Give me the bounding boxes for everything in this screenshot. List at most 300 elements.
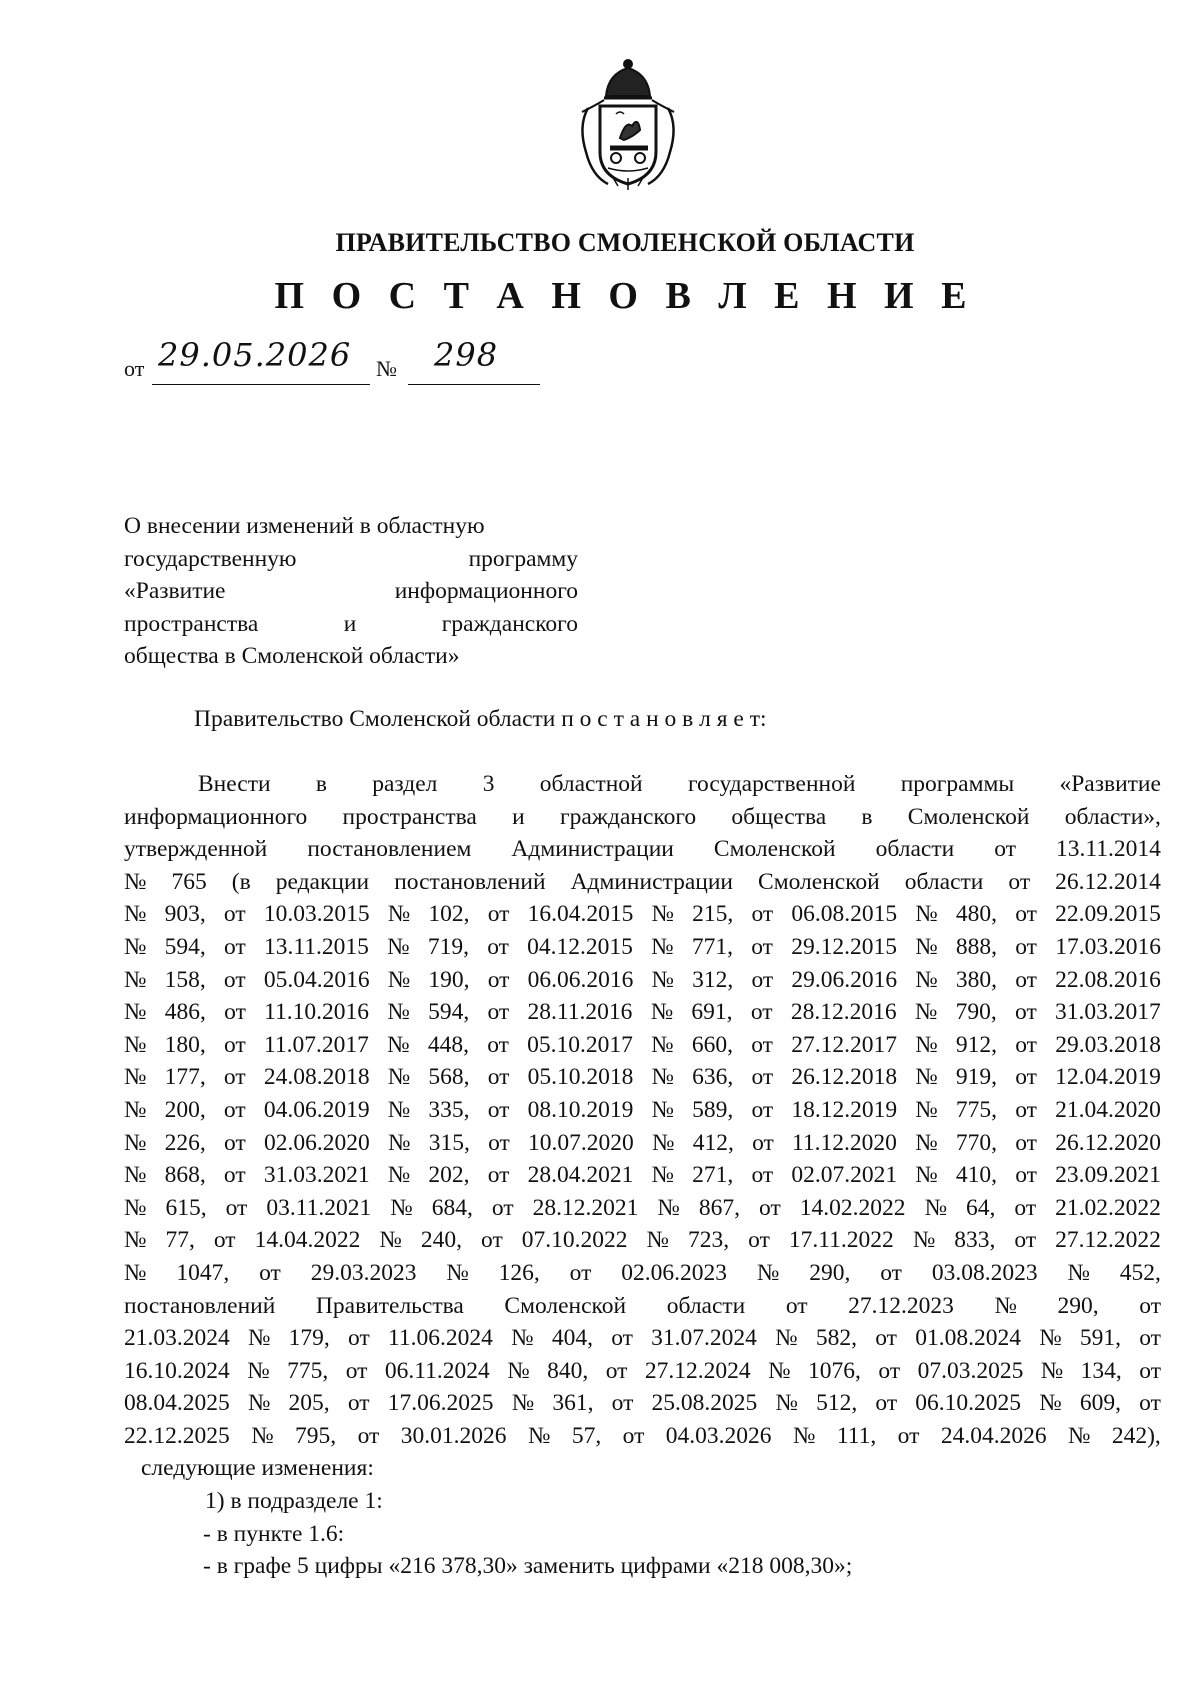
- body-word: №: [124, 901, 147, 928]
- body-word: от: [1015, 1031, 1037, 1058]
- body-word: 28.12.2016: [790, 999, 897, 1026]
- body-word: Смоленской: [907, 803, 1030, 830]
- body-word: в: [315, 771, 327, 797]
- subject-text: и: [343, 610, 357, 637]
- body-word: от: [759, 1194, 781, 1221]
- body-word: 22.09.2015: [1055, 901, 1161, 928]
- body-word: «Развитие: [1059, 771, 1161, 797]
- body-word: от: [481, 1227, 503, 1254]
- body-word: №: [994, 1292, 1017, 1319]
- body-word: 242),: [1111, 1422, 1161, 1449]
- decree-subject: [124, 510, 578, 673]
- body-word: от: [611, 1390, 634, 1417]
- body-word: 11.07.2017: [264, 1031, 369, 1058]
- body-word: 14.04.2022: [254, 1227, 361, 1254]
- body-word: от: [751, 966, 774, 993]
- body-word: 26.12.2020: [1055, 1129, 1161, 1156]
- government-name: ПРАВИТЕЛЬСТВО СМОЛЕНСКОЙ ОБЛАСТИ: [335, 228, 915, 257]
- body-word: 134,: [1080, 1357, 1122, 1384]
- body-word: 919,: [955, 1064, 998, 1091]
- body-word: №: [646, 1227, 669, 1254]
- body-word: от: [357, 1422, 380, 1449]
- body-word: от: [487, 933, 509, 960]
- body-word: 723,: [687, 1227, 730, 1254]
- body-word: от: [878, 1357, 901, 1384]
- body-word: от: [1015, 933, 1037, 960]
- body-word: 312,: [692, 966, 734, 993]
- body-word: 380,: [955, 966, 998, 993]
- body-line: [124, 1257, 1161, 1290]
- body-word: 13.11.2015: [264, 933, 369, 960]
- body-word: №: [1039, 1390, 1062, 1417]
- body-word: 1047,: [176, 1259, 230, 1286]
- body-word: от: [1015, 1064, 1037, 1091]
- body-word: 31.03.2017: [1055, 999, 1161, 1026]
- body-word: 17.03.2016: [1055, 933, 1161, 960]
- body-word: постановлений: [124, 1292, 276, 1319]
- body-word: от: [752, 1129, 774, 1156]
- body-word: 29.06.2016: [791, 966, 898, 993]
- body-word: №: [251, 1422, 274, 1449]
- body-word: №: [915, 1129, 938, 1156]
- body-word: от: [1139, 1292, 1161, 1319]
- body-word: №: [247, 1390, 271, 1417]
- body-word: от: [751, 1096, 774, 1123]
- body-word: от: [875, 1325, 897, 1352]
- body-word: от: [1015, 966, 1037, 993]
- subject-text: информационного: [394, 578, 578, 605]
- body-word: от: [1008, 868, 1031, 895]
- body-word: 24.04.2026: [940, 1422, 1047, 1449]
- body-word: 17.06.2025: [387, 1390, 494, 1417]
- body-word: 10.07.2020: [528, 1129, 634, 1156]
- body-word: областной: [539, 771, 643, 797]
- body-word: 04.03.2026: [665, 1422, 772, 1449]
- body-word: №: [247, 1357, 270, 1384]
- body-word: 27.12.2023: [848, 1292, 954, 1319]
- body-word: общества: [731, 803, 827, 830]
- body-word: 01.08.2024: [915, 1325, 1021, 1352]
- body-word: №: [387, 1096, 411, 1123]
- body-word: №: [388, 1129, 411, 1156]
- body-word: от: [569, 1259, 592, 1286]
- body-word: 582,: [815, 1325, 857, 1352]
- body-word: 05.04.2016: [263, 966, 370, 993]
- body-word: №: [914, 999, 938, 1026]
- body-word: от: [491, 1194, 514, 1221]
- body-word: №: [124, 933, 147, 960]
- body-line: [124, 898, 1161, 931]
- body-word: государственной: [687, 771, 856, 797]
- body-word: №: [651, 1162, 674, 1189]
- subsection-item: 1) в подразделе 1:: [205, 1488, 383, 1515]
- body-line: [124, 996, 1161, 1029]
- subject-text: пространства: [124, 610, 259, 637]
- body-word: №: [915, 1162, 938, 1189]
- body-word: 719,: [427, 933, 469, 960]
- number-value: 298: [434, 336, 499, 374]
- body-line: [124, 1192, 1161, 1225]
- body-line: [124, 1290, 1161, 1323]
- body-word: 912,: [955, 1031, 997, 1058]
- body-word: 28.12.2021: [532, 1194, 639, 1221]
- body-line: [124, 866, 1161, 899]
- body-word: от: [785, 1292, 808, 1319]
- subject-line: [124, 543, 578, 576]
- body-word: 660,: [691, 1031, 733, 1058]
- body-word: 05.10.2018: [527, 1064, 634, 1091]
- body-word: 05.10.2017: [527, 1031, 633, 1058]
- body-word: 158,: [164, 966, 206, 993]
- body-word: 13.11.2014: [1056, 836, 1161, 863]
- body-word: 17.11.2022: [788, 1227, 894, 1254]
- body-word: 08.04.2025: [124, 1390, 230, 1417]
- body-word: Администрации: [570, 868, 733, 895]
- body-word: от: [1014, 1227, 1037, 1254]
- body-word: от: [1015, 1129, 1037, 1156]
- body-word: 335,: [428, 1096, 470, 1123]
- body-word: №: [387, 901, 411, 928]
- body-word: 770,: [955, 1129, 997, 1156]
- body-word: 1076,: [808, 1357, 861, 1384]
- body-word: 31.07.2024: [651, 1325, 757, 1352]
- body-word: от: [875, 1390, 898, 1417]
- body-line: [124, 1322, 1161, 1355]
- body-word: 452,: [1119, 1259, 1161, 1286]
- body-line: [124, 1355, 1161, 1388]
- number-prefix: №: [376, 356, 397, 381]
- body-word: от: [487, 901, 510, 928]
- body-word: от: [259, 1259, 281, 1286]
- body-word: Смоленской: [758, 868, 880, 895]
- body-word: 271,: [692, 1162, 734, 1189]
- body-word: 12.04.2019: [1055, 1064, 1161, 1091]
- body-word: 765: [171, 868, 207, 895]
- body-word: 410,: [955, 1162, 998, 1189]
- body-word: от: [488, 1129, 510, 1156]
- body-word: 18.12.2019: [791, 1096, 898, 1123]
- body-word: 480,: [955, 901, 998, 928]
- date-prefix: от: [124, 356, 145, 381]
- body-word: от: [751, 901, 774, 928]
- body-word: 691,: [691, 999, 733, 1026]
- body-word: 867,: [698, 1194, 740, 1221]
- body-word: №: [650, 999, 674, 1026]
- decree-date-number: [124, 336, 564, 384]
- body-word: 24.08.2018: [263, 1064, 370, 1091]
- body-word: и: [512, 803, 525, 830]
- body-word: №: [652, 1129, 675, 1156]
- body-word: 205,: [288, 1390, 330, 1417]
- body-word: 04.12.2015: [527, 933, 633, 960]
- subject-text: программу: [468, 545, 578, 572]
- body-word: 27.12.2017: [791, 1031, 897, 1058]
- body-word: 25.08.2025: [651, 1390, 758, 1417]
- point-item: - в пункте 1.6:: [203, 1520, 345, 1547]
- body-word: №: [511, 1325, 534, 1352]
- body-word: области: [875, 836, 955, 863]
- body-line: [124, 1387, 1161, 1420]
- body-word: 177,: [164, 1064, 206, 1091]
- body-word: Внести: [198, 771, 271, 797]
- body-word: №: [387, 1031, 410, 1058]
- body-word: 290,: [1057, 1292, 1099, 1319]
- body-word: от: [1014, 1194, 1037, 1221]
- subject-line: [124, 575, 578, 608]
- body-word: №: [124, 1031, 147, 1058]
- body-word: 775,: [955, 1096, 998, 1123]
- body-word: 26.12.2018: [791, 1064, 898, 1091]
- body-word: №: [124, 966, 147, 993]
- body-word: информационного: [124, 803, 308, 830]
- body-word: 10.03.2015: [263, 901, 370, 928]
- body-word: 03.08.2023: [931, 1259, 1038, 1286]
- body-word: №: [651, 933, 674, 960]
- subject-text: государственную: [124, 545, 297, 572]
- body-word: от: [751, 1162, 774, 1189]
- body-word: 594,: [164, 933, 206, 960]
- body-word: 27.12.2024: [644, 1357, 751, 1384]
- body-word: 02.06.2020: [264, 1129, 370, 1156]
- body-word: от: [751, 1064, 774, 1091]
- body-word: 22.12.2025: [124, 1422, 230, 1449]
- body-word: от: [751, 1031, 773, 1058]
- body-word: 903,: [164, 901, 206, 928]
- body-word: Правительства: [315, 1292, 464, 1319]
- body-word: №: [756, 1259, 780, 1286]
- body-word: 888,: [955, 933, 997, 960]
- body-word: №: [124, 999, 147, 1026]
- preamble: Правительство Смоленской области п о с т а н о в л я е т:: [194, 706, 767, 732]
- body-word: №: [915, 1096, 938, 1123]
- body-word: №: [915, 901, 938, 928]
- body-word: от: [487, 1162, 510, 1189]
- body-word: 361,: [552, 1390, 594, 1417]
- body-word: 3: [482, 771, 495, 797]
- body-word: №: [651, 1096, 674, 1123]
- body-word: 568,: [428, 1064, 470, 1091]
- body-word: №: [915, 933, 938, 960]
- body-word: 126,: [498, 1259, 540, 1286]
- body-word: №: [124, 1129, 147, 1156]
- body-word: 775,: [287, 1357, 329, 1384]
- body-word: от: [225, 1194, 248, 1221]
- body-word: от: [224, 999, 246, 1026]
- body-word: №: [768, 1357, 791, 1384]
- body-word: от: [223, 966, 246, 993]
- body-word: 11.10.2016: [264, 999, 370, 1026]
- body-word: от: [224, 1031, 246, 1058]
- body-word: 594,: [428, 999, 470, 1026]
- body-word: 215,: [692, 901, 734, 928]
- body-word: от: [224, 933, 246, 960]
- body-word: 04.06.2019: [263, 1096, 370, 1123]
- body-word: гражданского: [559, 803, 697, 830]
- body-word: №: [390, 1194, 413, 1221]
- body-word: 06.11.2024: [384, 1357, 490, 1384]
- body-word: №: [915, 966, 938, 993]
- body-word: 14.02.2022: [799, 1194, 906, 1221]
- body-word: №: [446, 1259, 469, 1286]
- body-word: от: [348, 1325, 370, 1352]
- body-word: 22.08.2016: [1055, 966, 1161, 993]
- body-word: №: [775, 1390, 798, 1417]
- body-word: 07.03.2025: [917, 1357, 1024, 1384]
- body-word: 609,: [1079, 1390, 1121, 1417]
- body-word: 03.11.2021: [266, 1194, 372, 1221]
- body-line: [124, 964, 1161, 997]
- body-word: утвержденной: [124, 836, 268, 863]
- body-word: (в: [231, 868, 251, 895]
- body-word: №: [924, 1194, 947, 1221]
- body-word: от: [487, 1031, 509, 1058]
- body-word: от: [345, 1357, 368, 1384]
- body-word: 06.08.2015: [791, 901, 898, 928]
- body-word: 833,: [954, 1227, 996, 1254]
- body-word: 512,: [816, 1390, 858, 1417]
- body-word: №: [651, 901, 674, 928]
- subject-text: общества в Смоленской области»: [124, 643, 460, 670]
- body-word: 06.10.2025: [915, 1390, 1022, 1417]
- subject-text: «Развитие: [124, 578, 226, 605]
- body-word: 404,: [551, 1325, 593, 1352]
- body-word: 11.06.2024: [388, 1325, 493, 1352]
- body-word: №: [387, 966, 411, 993]
- body-word: №: [124, 1259, 147, 1286]
- body-word: №: [124, 1162, 147, 1189]
- body-word: №: [124, 1194, 147, 1221]
- body-word: области: [666, 1292, 746, 1319]
- body-word: 26.12.2014: [1055, 868, 1161, 895]
- body-word: от: [1139, 1325, 1161, 1352]
- body-word: №: [1067, 1259, 1090, 1286]
- body-word: 179,: [288, 1325, 330, 1352]
- body-line: [124, 801, 1161, 834]
- body-word: от: [487, 966, 510, 993]
- body-word: 190,: [428, 966, 470, 993]
- body-word: в: [861, 803, 873, 830]
- body-word: 840,: [547, 1357, 589, 1384]
- body-word: Смоленской: [504, 1292, 627, 1319]
- body-word: 28.11.2016: [527, 999, 633, 1026]
- body-word: от: [748, 1227, 770, 1254]
- body-word: №: [1040, 1357, 1064, 1384]
- body-word: от: [487, 1096, 510, 1123]
- body-word: 636,: [692, 1064, 734, 1091]
- body-word: 684,: [431, 1194, 473, 1221]
- body-word: 102,: [428, 901, 470, 928]
- body-word: от: [751, 933, 773, 960]
- body-word: от: [611, 1325, 633, 1352]
- body-word: программы: [900, 771, 1015, 797]
- body-word: 27.12.2022: [1055, 1227, 1161, 1254]
- subject-line: [124, 510, 578, 543]
- body-word: от: [347, 1390, 370, 1417]
- body-line: [124, 1061, 1161, 1094]
- body-word: №: [651, 1031, 674, 1058]
- body-word: 29.12.2015: [791, 933, 897, 960]
- body-word: от: [1015, 901, 1037, 928]
- body-word: 240,: [420, 1227, 462, 1254]
- body-line: [124, 833, 1161, 866]
- body-line: [124, 1127, 1161, 1160]
- body-word: 30.01.2026: [400, 1422, 507, 1449]
- body-line: [124, 1420, 1161, 1453]
- body-word: 795,: [295, 1422, 337, 1449]
- body-word: 591,: [1079, 1325, 1121, 1352]
- body-word: от: [487, 999, 510, 1026]
- body-word: от: [1139, 1357, 1161, 1384]
- body-word: от: [1015, 1096, 1037, 1123]
- body-word: 315,: [428, 1129, 470, 1156]
- body-word: от: [213, 1227, 236, 1254]
- body-word: №: [387, 1064, 411, 1091]
- body-word: 226,: [164, 1129, 206, 1156]
- body-word: от: [223, 1162, 246, 1189]
- body-word: 07.10.2022: [521, 1227, 628, 1254]
- changes-intro: следующие изменения:: [141, 1455, 374, 1482]
- body-word: редакции: [275, 868, 370, 895]
- body-word: №: [651, 1064, 674, 1091]
- body-word: постановлением: [307, 836, 472, 863]
- body-word: 64,: [966, 1194, 996, 1221]
- subject-line: [124, 608, 578, 641]
- body-word: 21.02.2022: [1055, 1194, 1161, 1221]
- body-word: от: [224, 1129, 246, 1156]
- body-word: №: [915, 1031, 938, 1058]
- body-word: №: [507, 1357, 530, 1384]
- body-line: [124, 1159, 1161, 1192]
- body-word: от: [487, 1064, 510, 1091]
- body-word: 180,: [164, 1031, 206, 1058]
- body-word: пространства: [342, 803, 477, 830]
- body-word: от: [1139, 1390, 1161, 1417]
- body-word: 16.10.2024: [124, 1357, 230, 1384]
- body-word: от: [750, 999, 773, 1026]
- body-word: 111,: [836, 1422, 877, 1449]
- body-line: [124, 1029, 1161, 1062]
- body-line: [124, 768, 1161, 801]
- body-word: от: [897, 1422, 920, 1449]
- body-word: №: [248, 1325, 271, 1352]
- number-underline: [408, 384, 540, 385]
- body-word: 202,: [428, 1162, 470, 1189]
- body-word: 486,: [164, 999, 206, 1026]
- body-word: №: [511, 1390, 535, 1417]
- body-word: 57,: [571, 1422, 602, 1449]
- body-word: №: [124, 1227, 147, 1254]
- body-word: №: [527, 1422, 551, 1449]
- body-word: №: [912, 1227, 936, 1254]
- body-word: 200,: [164, 1096, 206, 1123]
- body-word: от: [223, 901, 246, 928]
- body-word: 02.06.2023: [621, 1259, 728, 1286]
- body-word: №: [124, 1064, 147, 1091]
- body-line: [124, 931, 1161, 964]
- body-word: 21.03.2024: [124, 1325, 230, 1352]
- body-word: №: [379, 1227, 402, 1254]
- body-word: постановлений: [394, 868, 546, 895]
- body-word: от: [880, 1259, 902, 1286]
- body-word: №: [124, 1096, 147, 1123]
- body-word: №: [387, 999, 410, 1026]
- body-word: 02.07.2021: [791, 1162, 898, 1189]
- body-word: №: [387, 1162, 411, 1189]
- body-word: Администрации: [511, 836, 674, 863]
- body-word: №: [651, 966, 674, 993]
- coat-of-arms-icon: [568, 56, 688, 196]
- date-underline: [152, 384, 370, 385]
